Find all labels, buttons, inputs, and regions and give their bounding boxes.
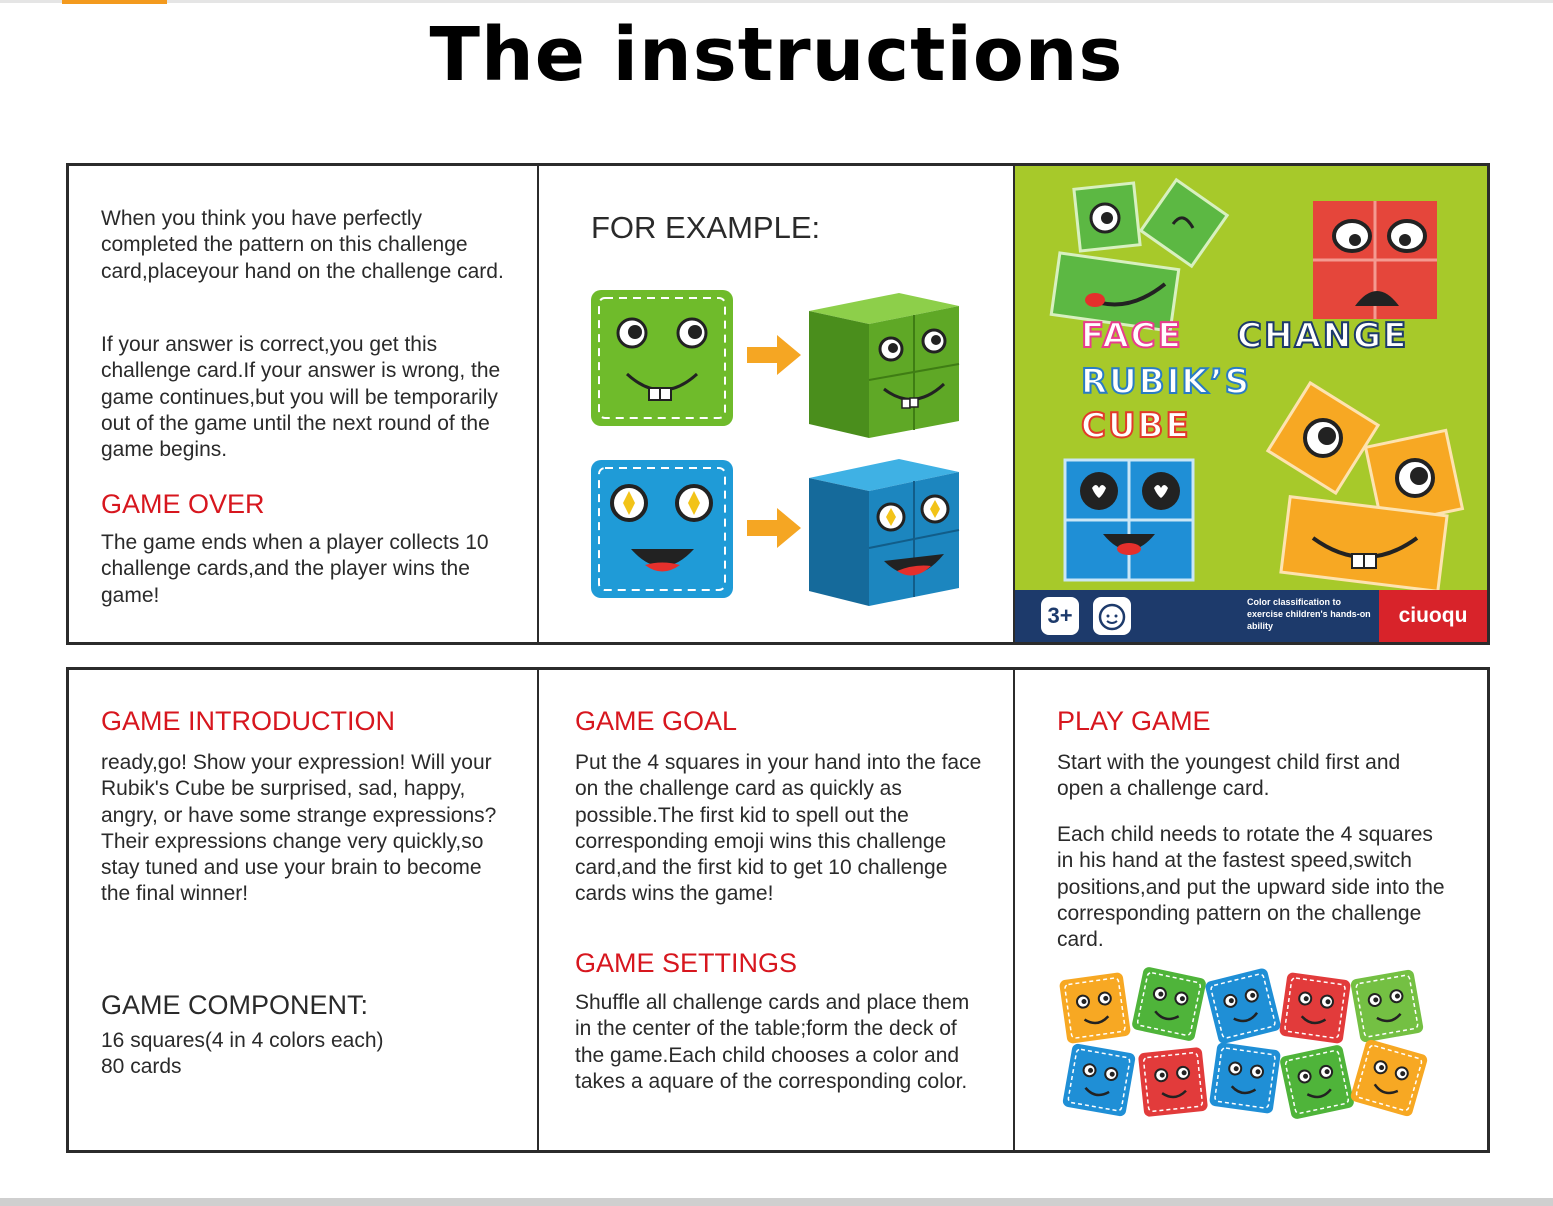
face-tile-icon: [1059, 972, 1131, 1044]
age-badge: 3+: [1041, 597, 1079, 635]
brand-logo: ciuoqu: [1379, 590, 1487, 642]
face-tile-icon: [1279, 1044, 1355, 1120]
game-over-text: The game ends when a player collects 10 challenge cards,and the player wins the game!: [101, 531, 489, 607]
face-tile-icon: [1349, 1038, 1428, 1117]
box-tagline: Color classification to exercise children's hands-on ability: [1247, 597, 1371, 631]
top-rule: [0, 0, 1553, 3]
face-tiles-illustration: [1055, 966, 1435, 1126]
green-cube-icon: [809, 293, 959, 438]
example-label: FOR EXAMPLE:: [591, 210, 821, 245]
win-panel: [69, 166, 539, 642]
green-tiles-icon: [1051, 180, 1227, 331]
face-tile-icon: [1138, 1047, 1208, 1117]
orange-tiles-icon: [1268, 383, 1463, 591]
play-text-2: Each child needs to rotate the 4 squares in his hand at the fastest speed,switch positions,and put the upward side into the corresponding pattern on the challenge card.: [1057, 823, 1445, 952]
blue-square-face-icon: [591, 460, 733, 598]
introduction-panel: [69, 670, 539, 1150]
box-title-change: CHANGE: [1237, 316, 1409, 356]
blue-cube-icon: [809, 459, 959, 606]
box-info-bar: [1015, 590, 1487, 642]
settings-text: Shuffle all challenge cards and place them in the center of the table;form the deck of the game.Each child chooses a color and takes a aquare of the corresponding color.: [575, 991, 970, 1093]
goal-panel: [539, 670, 1015, 1150]
introduction-heading: GAME INTRODUCTION: [101, 706, 395, 736]
play-heading: PLAY GAME: [1057, 706, 1211, 736]
face-tile-icon: [1209, 1042, 1281, 1114]
page-title: The instructions: [429, 12, 1124, 98]
settings-heading: GAME SETTINGS: [575, 948, 798, 978]
box-title-cube: CUBE: [1081, 406, 1191, 446]
top-row: [66, 163, 1490, 645]
play-text-1: Start with the youngest child first and open a challenge card.: [1057, 751, 1401, 801]
child-face-icon: [1093, 597, 1131, 635]
green-square-face-icon: [591, 290, 733, 426]
component-line-2: 80 cards: [101, 1055, 182, 1078]
bottom-rule: [0, 1198, 1553, 1206]
win-paragraph-1: When you think you have perfectly completed the pattern on this challenge card,placeyour hand on the challenge card.: [101, 207, 504, 283]
face-tile-icon: [1279, 972, 1351, 1044]
bottom-row: [66, 667, 1490, 1153]
box-title-face: FACE: [1081, 316, 1183, 356]
red-tiles-icon: [1313, 201, 1437, 319]
face-tile-icon: [1204, 967, 1282, 1045]
top-accent: [62, 0, 167, 4]
win-paragraph-2: If your answer is correct,you get this challenge card.If your answer is wrong, the game continues,but you will be temporarily out of the game until the next round of the game begins.: [101, 333, 501, 462]
box-art: [1015, 166, 1487, 642]
blue-tiles-icon: [1065, 460, 1193, 580]
face-tile-icon: [1350, 969, 1424, 1043]
face-tile-icon: [1131, 966, 1207, 1042]
example-illustration: [539, 166, 1015, 642]
component-heading: GAME COMPONENT:: [101, 990, 369, 1020]
component-line-1: 16 squares(4 in 4 colors each): [101, 1029, 384, 1052]
play-panel: [1015, 670, 1487, 1150]
goal-text: Put the 4 squares in your hand into the face on the challenge card as quickly as possible.The first kid to spell out the corresponding emoji wins this challenge card,and the first kid to get 10 challenge cards wins the game!: [575, 751, 982, 906]
box-art-panel: [1015, 166, 1487, 642]
introduction-text: ready,go! Show your expression! Will your Rubik's Cube be surprised, sad, happy, angry, or have some strange expressions? Their expressions change very quickly,so stay tuned and use your brain to become the final winner!: [101, 751, 497, 906]
game-over-heading: GAME OVER: [101, 489, 265, 519]
arrow-right-icon: [747, 335, 801, 375]
goal-heading: GAME GOAL: [575, 706, 738, 736]
box-title-rubik: RUBIK’S: [1081, 362, 1252, 402]
arrow-right-icon: [747, 508, 801, 548]
example-panel: [539, 166, 1015, 642]
face-tile-icon: [1062, 1043, 1136, 1117]
